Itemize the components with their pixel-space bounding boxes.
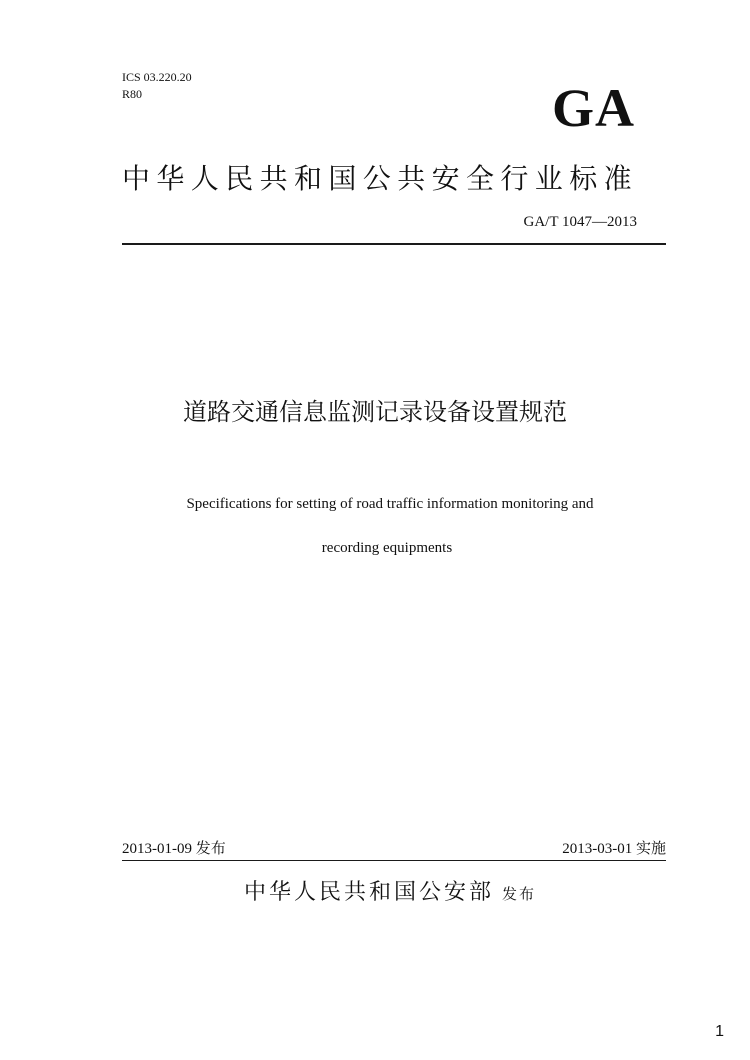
page-number: 1 — [715, 1023, 724, 1040]
header-divider — [122, 243, 666, 245]
document-title-chinese: 道路交通信息监测记录设备设置规范 — [183, 398, 567, 426]
ics-code: ICS 03.220.20 — [122, 70, 192, 84]
standard-type-heading: 中华人民共和国公共安全行业标准 — [122, 162, 639, 195]
issue-date: 2013-01-09 发布 — [122, 841, 226, 857]
document-title-english-line1: Specifications for setting of road traffic information monitoring and — [186, 496, 594, 512]
standard-number: GA/T 1047—2013 — [523, 214, 637, 230]
implementation-date: 2013-03-01 实施 — [562, 841, 666, 857]
footer-divider — [122, 860, 666, 861]
issuer-line — [150, 878, 630, 910]
ccs-code: R80 — [122, 87, 143, 101]
ga-logo: GA — [552, 78, 635, 138]
issuer-verb: 发布 — [502, 885, 537, 903]
issuer-name: 中华人民共和国公安部 — [243, 880, 494, 905]
document-title-english-line2: recording equipments — [321, 540, 453, 556]
